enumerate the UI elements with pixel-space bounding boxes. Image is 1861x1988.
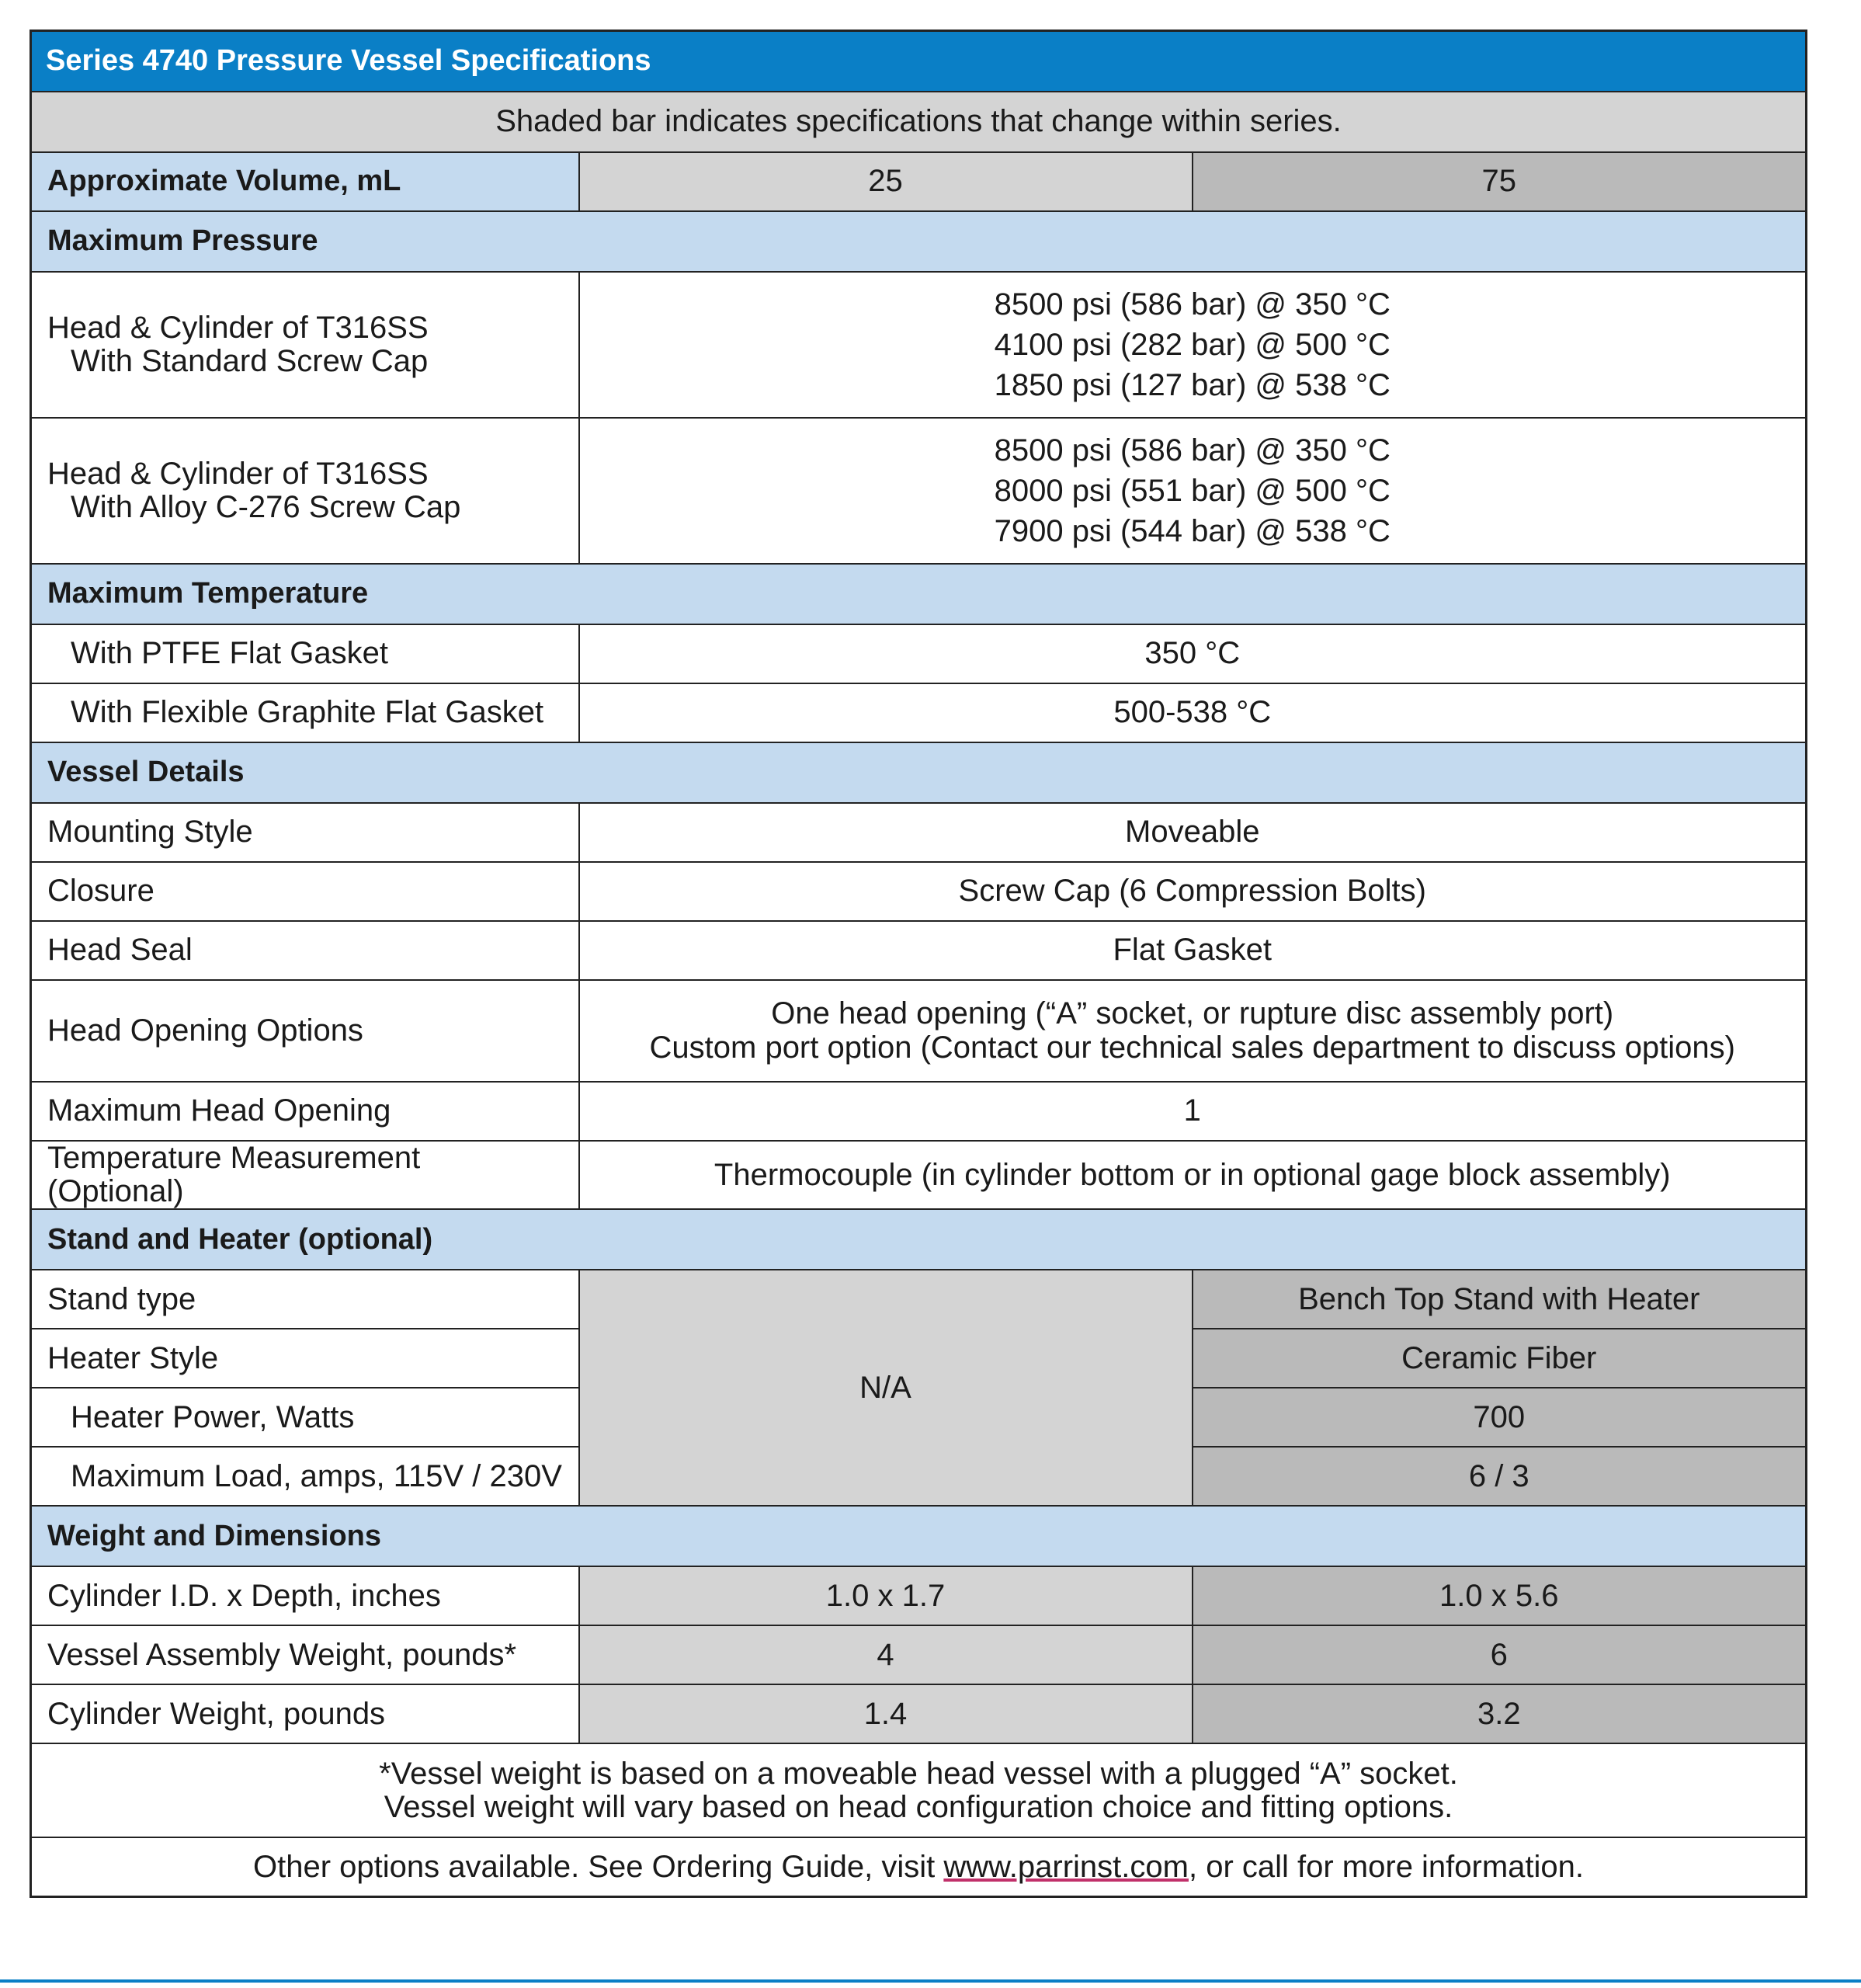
- table-row: [31, 624, 1807, 683]
- footnote-line: Vessel weight will vary based on head configuration choice and fitting options.: [384, 1789, 1453, 1824]
- footer-text: Other options available. See Ordering Guide, visit: [252, 1849, 944, 1884]
- label-line: With Standard Screw Cap: [71, 344, 429, 378]
- table-row: [31, 418, 1807, 564]
- row-value: Bench Top Stand with Heater: [1193, 1270, 1807, 1329]
- row-label: Head Opening Options: [31, 980, 579, 1082]
- row-value: Flat Gasket: [579, 921, 1807, 980]
- table-row: [31, 1082, 1807, 1141]
- table-title: Series 4740 Pressure Vessel Specifications: [31, 31, 1807, 92]
- row-label: Maximum Load, amps, 115V / 230V: [31, 1447, 579, 1506]
- row-value: 700: [1193, 1388, 1807, 1447]
- row-label: Stand type: [31, 1270, 579, 1329]
- section-row: [31, 1506, 1807, 1566]
- row-label: Head Seal: [31, 921, 579, 980]
- row-value: Thermocouple (in cylinder bottom or in optional gage block assembly): [579, 1141, 1807, 1209]
- footer-row: [31, 1837, 1807, 1896]
- table-row: [31, 272, 1807, 418]
- row-value: 3.2: [1193, 1684, 1807, 1743]
- footer-note: [31, 1837, 1807, 1896]
- section-heading-max-pressure: Maximum Pressure: [31, 211, 1807, 272]
- row-label: [31, 272, 579, 418]
- row-label: Cylinder Weight, pounds: [31, 1684, 579, 1743]
- weight-footnote: [31, 1743, 1807, 1837]
- row-label: Closure: [31, 862, 579, 921]
- value-line: 1850 psi (127 bar) @ 538 °C: [994, 368, 1391, 402]
- row-label: Heater Style: [31, 1329, 579, 1388]
- row-value: Moveable: [579, 803, 1807, 862]
- table-row: [31, 980, 1807, 1082]
- shading-note: Shaded bar indicates specifications that change within series.: [31, 92, 1807, 152]
- row-value: 6 / 3: [1193, 1447, 1807, 1506]
- label-line: With Alloy C-276 Screw Cap: [71, 490, 461, 524]
- table-row: [31, 803, 1807, 862]
- row-label: With PTFE Flat Gasket: [31, 624, 579, 683]
- table-row: [31, 683, 1807, 742]
- row-label: Heater Power, Watts: [31, 1388, 579, 1447]
- row-value: 1: [579, 1082, 1807, 1141]
- section-row: [31, 1209, 1807, 1270]
- row-value: 1.0 x 1.7: [579, 1566, 1193, 1625]
- section-row: [31, 742, 1807, 803]
- spec-table: [30, 30, 1807, 1898]
- row-value: 4: [579, 1625, 1193, 1684]
- row-value: 1.4: [579, 1684, 1193, 1743]
- footnote-row: [31, 1743, 1807, 1837]
- volume-value-75: 75: [1193, 152, 1807, 211]
- row-label: Temperature Measurement (Optional): [31, 1141, 579, 1209]
- row-value: 1.0 x 5.6: [1193, 1566, 1807, 1625]
- row-label: Vessel Assembly Weight, pounds*: [31, 1625, 579, 1684]
- bottom-rule: [0, 1979, 1861, 1983]
- section-heading-stand-heater: Stand and Heater (optional): [31, 1209, 1807, 1270]
- table-row: [31, 1625, 1807, 1684]
- footnote-line: *Vessel weight is based on a moveable head vessel with a plugged “A” socket.: [379, 1756, 1458, 1791]
- table-row: [31, 1270, 1807, 1329]
- title-row: [31, 31, 1807, 92]
- section-heading-vessel-details: Vessel Details: [31, 742, 1807, 803]
- label-line: Head & Cylinder of T316SS: [47, 456, 429, 491]
- volume-label: Approximate Volume, mL: [31, 152, 579, 211]
- section-row: [31, 211, 1807, 272]
- row-label: Mounting Style: [31, 803, 579, 862]
- row-value: [579, 418, 1807, 564]
- row-value: [579, 980, 1807, 1082]
- value-line: 8500 psi (586 bar) @ 350 °C: [994, 433, 1391, 467]
- section-heading-weight-dimensions: Weight and Dimensions: [31, 1506, 1807, 1566]
- table-row: [31, 1684, 1807, 1743]
- row-label: [31, 418, 579, 564]
- section-row: [31, 564, 1807, 624]
- footer-text: , or call for more information.: [1188, 1849, 1585, 1884]
- label-line: Head & Cylinder of T316SS: [47, 310, 429, 345]
- volume-row: [31, 152, 1807, 211]
- table-row: [31, 921, 1807, 980]
- row-value: Ceramic Fiber: [1193, 1329, 1807, 1388]
- row-value: Screw Cap (6 Compression Bolts): [579, 862, 1807, 921]
- row-value: 350 °C: [579, 624, 1807, 683]
- row-value: 500-538 °C: [579, 683, 1807, 742]
- table-row: [31, 1141, 1807, 1209]
- table-row: [31, 862, 1807, 921]
- row-label: Maximum Head Opening: [31, 1082, 579, 1141]
- value-line: One head opening (“A” socket, or rupture disc assembly port): [771, 996, 1614, 1031]
- value-line: 4100 psi (282 bar) @ 500 °C: [994, 328, 1391, 362]
- row-value: [579, 272, 1807, 418]
- value-line: 8500 psi (586 bar) @ 350 °C: [994, 287, 1391, 321]
- value-line: 8000 psi (551 bar) @ 500 °C: [994, 474, 1391, 508]
- section-heading-max-temperature: Maximum Temperature: [31, 564, 1807, 624]
- value-line: Custom port option (Contact our technical sales department to discuss options): [649, 1030, 1735, 1065]
- stand-na-value: N/A: [579, 1270, 1193, 1506]
- note-row: [31, 92, 1807, 152]
- volume-value-25: 25: [579, 152, 1193, 211]
- row-label: Cylinder I.D. x Depth, inches: [31, 1566, 579, 1625]
- website-link[interactable]: www.parrinst.com: [943, 1849, 1189, 1884]
- table-row: [31, 1566, 1807, 1625]
- row-label: With Flexible Graphite Flat Gasket: [31, 683, 579, 742]
- value-line: 7900 psi (544 bar) @ 538 °C: [994, 514, 1391, 548]
- spec-sheet: [30, 30, 1805, 1898]
- row-value: 6: [1193, 1625, 1807, 1684]
